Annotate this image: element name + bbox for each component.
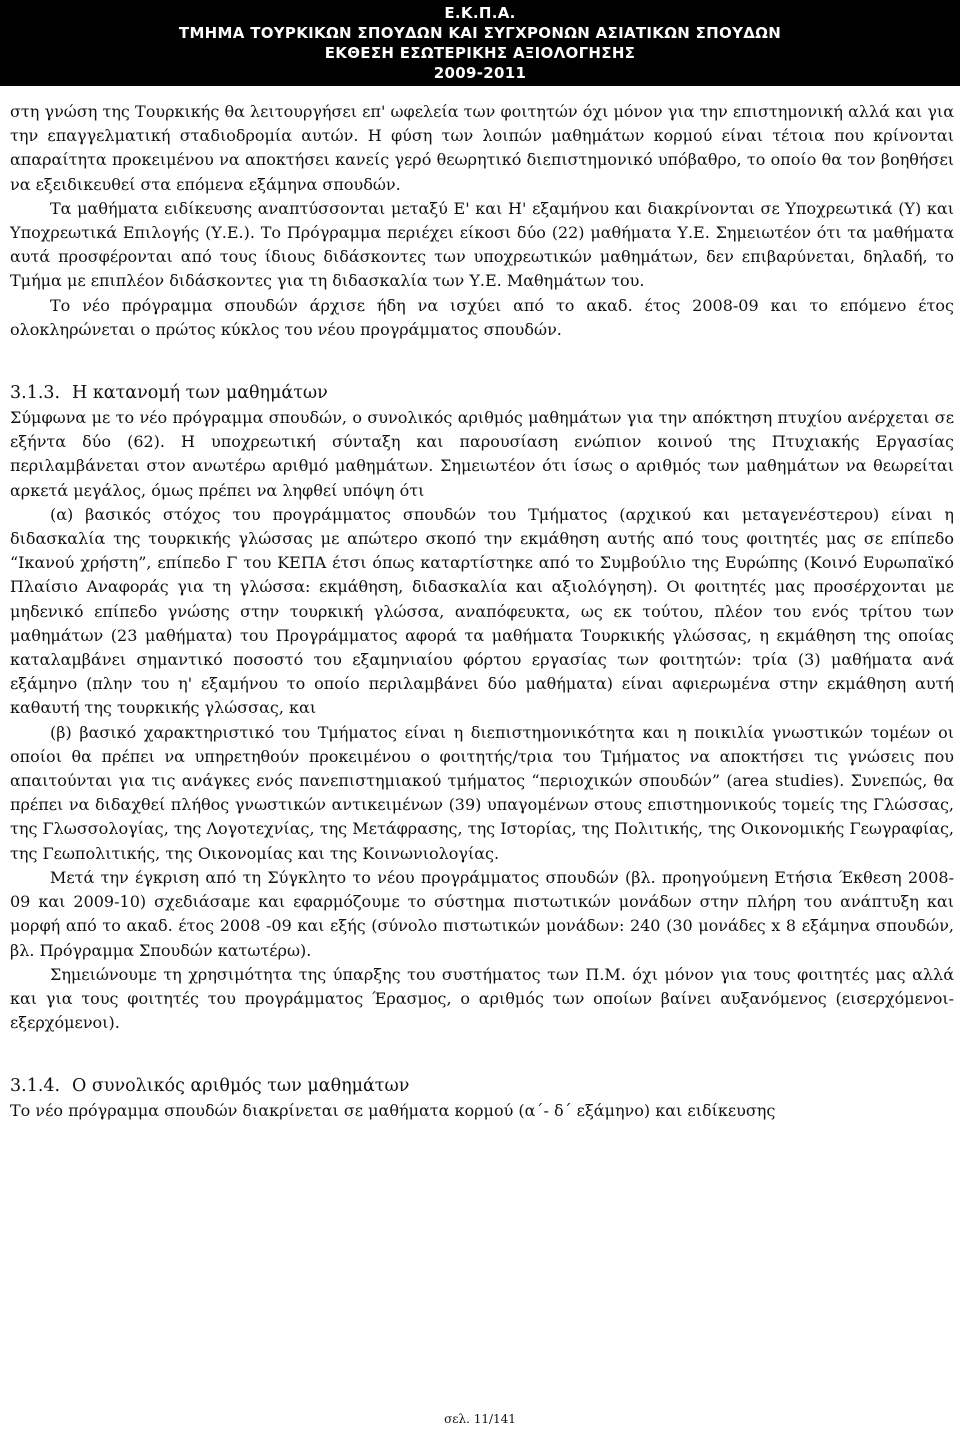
section-title: Ο συνολικός αριθμός των μαθημάτων	[72, 1076, 410, 1097]
paragraph-6: (β) βασικό χαρακτηριστικό του Τμήματος είναι η διεπιστημονικότητα και η ποικιλία γνωστικών τομέων οι οποίοι θα πρέπει να υπηρετηθούν προκειμένου ο φοιτητής/τρια του Τμήματος να αποκτήσει τις γνώσεις που απαιτούνται για τις ανάγκες ενός πανεπιστημιακού τμήματος “περιοχικών σπουδών” (area studies). Συνεπώς, θα πρέπει να διδαχθεί πλήθος γνωστικών αντικειμένων (39) υπαγομένων στους επιστημονικούς τομείς της Γλώσσας, της Γλωσσολογίας, της Λογοτεχνίας, της Μετάφρασης, της Ιστορίας, της Πολιτικής, της Οικονομικής Γεωγραφίας, της Γεωπολιτικής, της Οικονομίας και της Κοινωνιολογίας.	[10, 722, 954, 863]
header-line-3: ΕΚΘΕΣΗ ΕΣΩΤΕΡΙΚΗΣ ΑΞΙΟΛΟΓΗΣΗΣ	[324, 44, 636, 62]
section-title: Η κατανομή των μαθημάτων	[72, 383, 328, 404]
paragraph-5: (α) βασικός στόχος του προγράμματος σπουδών του Τμήματος (αρχικού και μεταγενέστερου) είναι η διδασκαλία της τουρκικής γλώσσας με απώτερο σκοπό την εκμάθηση αυτής από τους φοιτητές μας σε επίπεδο “Ικανού χρήστη”, επίπεδο Γ του ΚΕΠΑ έτσι όπως καταρτίστηκε από το Συμβούλιο της Ευρώπης (Κοινό Ευρωπαϊκό Πλαίσιο Αναφοράς για τη γλώσσα: εκμάθηση, διδασκαλία και αξιολόγηση). Οι φοιτητές μας προσέρχονται με μηδενικό επίπεδο γνώσης στην τουρκική γλώσσα, αναπόφευκτα, ως εκ τούτου, πλέον του ενός τρίτου των μαθημάτων (23 μαθήματα) του Προγράμματος αφορά τα μαθήματα Τουρκικής γλώσσας, η εκμάθηση της οποίας καταλαμβάνει σημαντικό ποσοστό του εξαμηνιαίου φόρτου εργασίας των φοιτητών: τρία (3) μαθήματα ανά εξάμηνο (πλην του η' εξαμήνου το οποίο περιλαμβάνει δύο μαθήματα) είναι αφιερωμένα στην εκμάθηση αυτή καθαυτή της τουρκικής γλώσσας, και	[10, 504, 954, 718]
paragraph-2: Τα μαθήματα ειδίκευσης αναπτύσσονται μεταξύ Ε' και Η' εξαμήνου και διακρίνονται σε Υποχρεωτικά (Υ) και Υποχρεωτικά Επιλογής (Υ.Ε.). Το Πρόγραμμα περιέχει είκοσι δύο (22) μαθήματα Υ.Ε. Σημειωτέον ότι τα μαθήματα αυτά προσφέρονται από τους ίδιους διδάσκοντες των υποχρεωτικών μαθημάτων, δεν επιβαρύνεται, δηλαδή, το Τμήμα με επιπλέον διδάσκοντες για τη διδασκαλία των Υ.Ε. Μαθημάτων του.	[10, 198, 954, 291]
spacer	[10, 342, 954, 376]
header-line-4: 2009-2011	[433, 64, 527, 82]
document-body	[10, 100, 954, 1124]
page-number: σελ. 11/141	[444, 1412, 516, 1426]
paragraph-1: στη γνώση της Τουρκικής θα λειτουργήσει επ' ωφελεία των φοιτητών όχι μόνον για την επιστημονική αλλά και για την επαγγελματική σταδιοδρομία αυτών. Η φύση των λοιπών μαθημάτων κορμού είναι τέτοια που κρίνονται απαραίτητα προκειμένου να αποκτήσει κανείς γερό θεωρητικό διεπιστημονικό υπόβαθρο, το οποίο θα τον βοηθήσει να εξειδικευθεί στα επόμενα εξάμηνα σπουδών.	[10, 102, 954, 194]
page-header	[0, 0, 960, 86]
paragraph-3: Το νέο πρόγραμμα σπουδών άρχισε ήδη να ισχύει από το ακαδ. έτος 2008-09 και το επόμενο έτος ολοκληρώνεται ο πρώτος κύκλος του νέου προγράμματος σπουδών.	[10, 295, 954, 339]
section-number: 3.1.3.	[10, 383, 61, 404]
paragraph-7: Μετά την έγκριση από τη Σύγκλητο το νέου προγράμματος σπουδών (βλ. προηγούμενη Ετήσια Έκθεση 2008-09 και 2009-10) σχεδιάσαμε και εφαρμόζουμε το σύστημα πιστωτικών μονάδων στην πλήρη του ανάπτυξη και μορφή από το ακαδ. έτος 2008 -09 και εξής (σύνολο πιστωτικών μονάδων: 240 (30 μονάδες x 8 εξάμηνα σπουδών, βλ. Πρόγραμμα Σπουδών κατωτέρω).	[10, 867, 954, 960]
section-number: 3.1.4.	[10, 1076, 61, 1097]
paragraph-4: Σύμφωνα με το νέο πρόγραμμα σπουδών, ο συνολικός αριθμός μαθημάτων για την απόκτηση πτυχίου ανέρχεται σε εξήντα δύο (62). Η υποχρεωτική σύνταξη και παρουσίαση ενώπιον κοινού της Πτυχιακής Εργασίας περιλαμβάνεται στον ανωτέρω αριθμό μαθημάτων. Σημειωτέον ότι ίσως ο αριθμός των μαθημάτων να θεωρείται αρκετά μεγάλος, όμως πρέπει να ληφθεί υπόψη ότι	[10, 408, 954, 500]
paragraph-9: Το νέο πρόγραμμα σπουδών διακρίνεται σε μαθήματα κορμού (α΄- δ΄ εξάμηνο) και ειδίκευσης	[10, 1101, 776, 1121]
header-line-1: Ε.Κ.Π.Α.	[444, 4, 516, 22]
header-line-2: ΤΜΗΜΑ ΤΟΥΡΚΙΚΩΝ ΣΠΟΥΔΩΝ ΚΑΙ ΣΥΓΧΡΟΝΩΝ ΑΣΙΑΤΙΚΩΝ ΣΠΟΥΔΩΝ	[178, 24, 782, 42]
paragraph-8: Σημειώνουμε τη χρησιμότητα της ύπαρξης του συστήματος των Π.Μ. όχι μόνον για τους φοιτητές μας αλλά και για τους φοιτητές του προγράμματος Έρασμος, ο αριθμός των οποίων βαίνει αυξανόμενος (εισερχόμενοι-εξερχόμενοι).	[10, 964, 954, 1033]
spacer	[10, 1035, 954, 1069]
section-heading-313	[10, 380, 954, 406]
section-heading-314	[10, 1073, 954, 1099]
